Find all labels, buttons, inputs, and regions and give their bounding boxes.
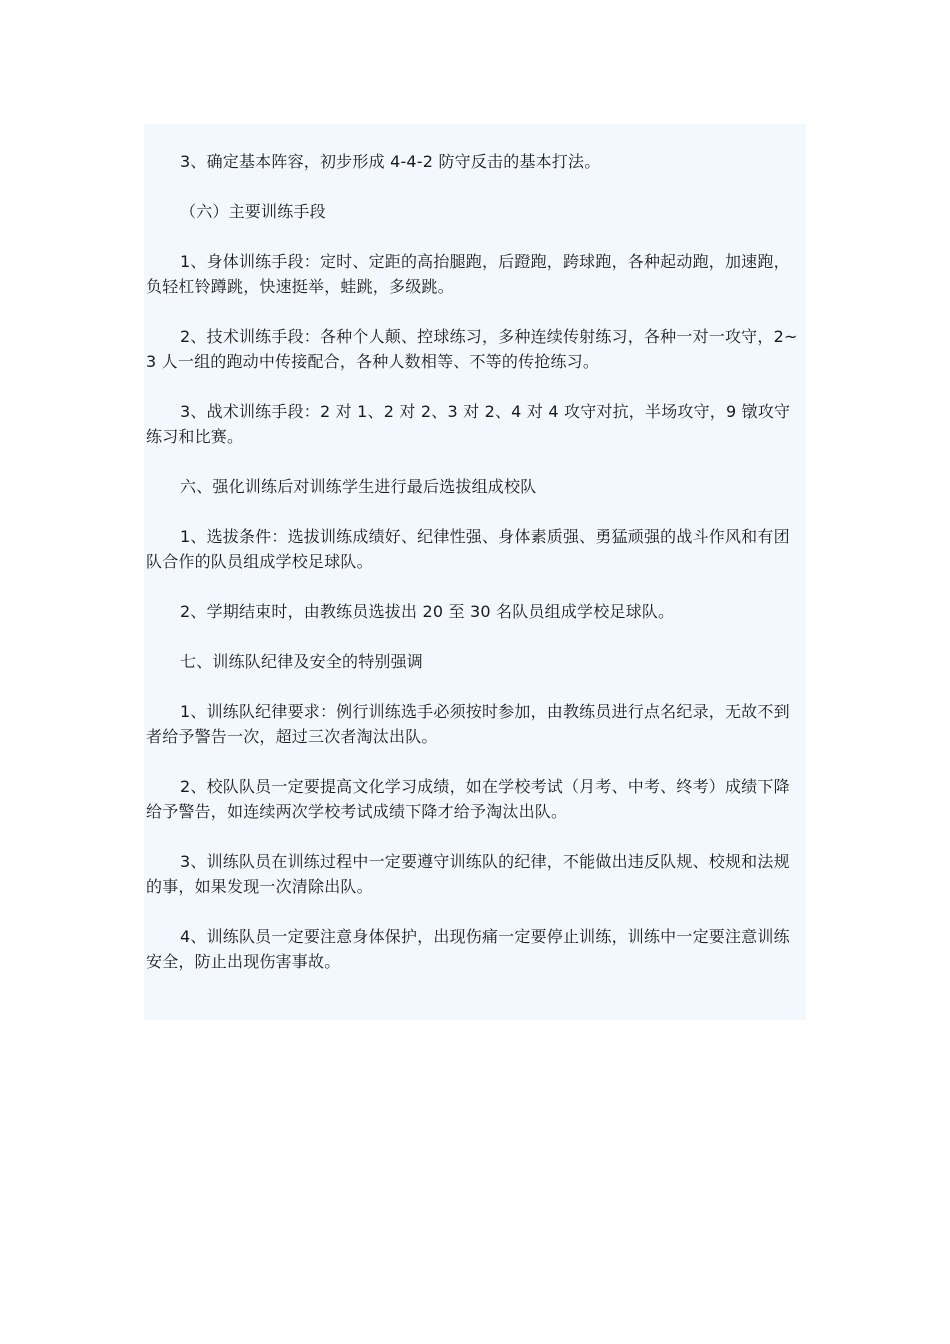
paragraph-selection-criteria: 1、选拔条件：选拔训练成绩好、纪律性强、身体素质强、勇猛顽强的战斗作风和有团队合作的队员组成学校足球队。 bbox=[146, 527, 790, 571]
paragraph-academic-requirement: 2、校队队员一定要提高文化学习成绩，如在学校考试（月考、中考、终考）成绩下降给予警告，如连续两次学校考试成绩下降才给予淘汰出队。 bbox=[146, 777, 790, 821]
paragraph-physical-training: 1、身体训练手段：定时、定距的高抬腿跑，后蹬跑，跨球跑，各种起动跑，加速跑，负轻杠铃蹲跳，快速挺举，蛙跳，多级跳。 bbox=[146, 252, 790, 296]
heading-final-selection: 六、强化训练后对训练学生进行最后选拔组成校队 bbox=[180, 477, 537, 496]
content-box bbox=[144, 124, 806, 1020]
paragraph-safety: 4、训练队员一定要注意身体保护，出现伤痛一定要停止训练，训练中一定要注意训练安全，防止出现伤害事故。 bbox=[146, 927, 790, 971]
paragraph-technical-training: 2、技术训练手段：各种个人颠、控球练习，多种连续传射练习，各种一对一攻守，2~3 人一组的跑动中传接配合，各种人数相等、不等的传抢练习。 bbox=[146, 327, 798, 371]
paragraph-term-end-selection: 2、学期结束时，由教练员选拔出 20 至 30 名队员组成学校足球队。 bbox=[180, 602, 675, 621]
paragraph-team-rules: 3、训练队员在训练过程中一定要遵守训练队的纪律，不能做出违反队规、校规和法规的事，如果发现一次清除出队。 bbox=[146, 852, 790, 896]
heading-training-methods: （六）主要训练手段 bbox=[180, 202, 326, 221]
paragraph-discipline-rules: 1、训练队纪律要求：例行训练选手必须按时参加，由教练员进行点名纪录，无故不到者给予警告一次，超过三次者淘汰出队。 bbox=[146, 702, 790, 746]
paragraph-lineup: 3、确定基本阵容，初步形成 4-4-2 防守反击的基本打法。 bbox=[180, 152, 601, 171]
paragraph-tactical-training: 3、战术训练手段：2 对 1、2 对 2、3 对 2、4 对 4 攻守对抗，半场攻守，9 镦攻守练习和比赛。 bbox=[146, 402, 791, 446]
heading-discipline-safety: 七、训练队纪律及安全的特别强调 bbox=[180, 652, 424, 671]
